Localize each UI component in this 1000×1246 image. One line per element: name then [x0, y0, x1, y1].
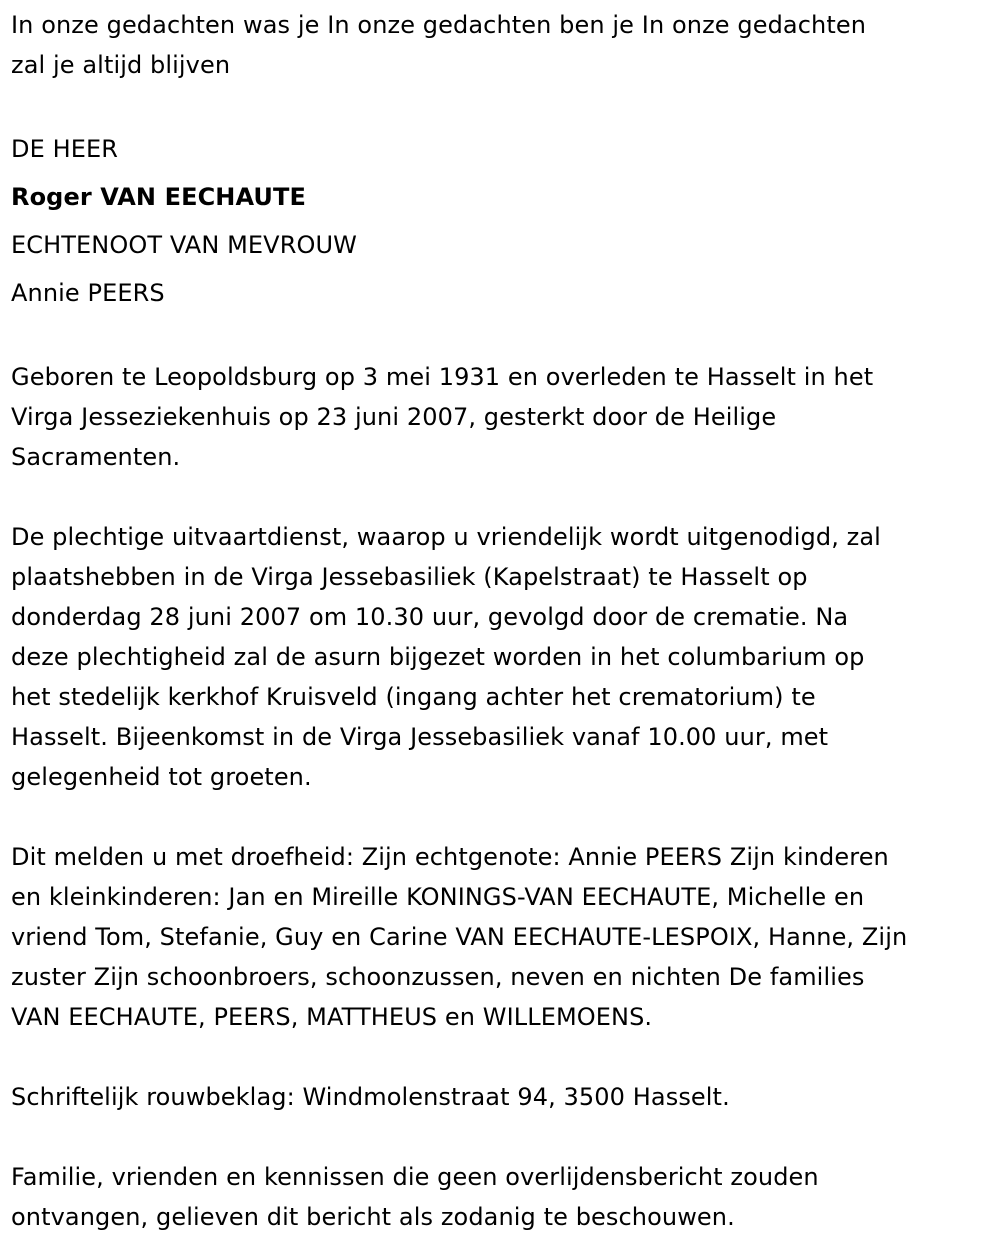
spouse-name: Annie PEERS: [11, 279, 165, 307]
paragraph-line: en kleinkinderen: Jan en Mireille KONINGS-VAN EECHAUTE, Michelle en: [11, 883, 865, 911]
paragraph-line: zuster Zijn schoonbroers, schoonzussen, neven en nichten De families: [11, 963, 865, 991]
paragraph-gap: [11, 1037, 991, 1077]
paragraph-line: Virga Jesseziekenhuis op 23 juni 2007, gesterkt door de Heilige: [11, 403, 777, 431]
paragraph-line: VAN EECHAUTE, PEERS, MATTHEUS en WILLEMOENS.: [11, 1003, 653, 1031]
paragraph-line: Sacramenten.: [11, 443, 181, 471]
paragraph-line: deze plechtigheid zal de asurn bijgezet worden in het columbarium op: [11, 643, 865, 671]
paragraph-line: het stedelijk kerkhof Kruisveld (ingang achter het crematorium) te: [11, 683, 816, 711]
intro-line: zal je altijd blijven: [11, 51, 231, 79]
announcement-paragraph: [11, 837, 991, 1037]
closing-paragraph: [11, 1157, 991, 1237]
paragraph-line: gelegenheid tot groeten.: [11, 763, 312, 791]
paragraph-gap: [11, 477, 991, 517]
header-block: [11, 125, 991, 317]
paragraph-line: donderdag 28 juni 2007 om 10.30 uur, gevolgd door de crematie. Na: [11, 603, 849, 631]
honorific-title: DE HEER: [11, 135, 119, 163]
paragraph-gap: [11, 317, 991, 357]
intro-line: In onze gedachten was je In onze gedachten ben je In onze gedachten: [11, 11, 867, 39]
intro-paragraph: [11, 5, 991, 85]
paragraph-line: Dit melden u met droefheid: Zijn echtgenote: Annie PEERS Zijn kinderen: [11, 843, 889, 871]
paragraph-line: Familie, vrienden en kennissen die geen overlijdensbericht zouden: [11, 1163, 819, 1191]
paragraph-line: De plechtige uitvaartdienst, waarop u vriendelijk wordt uitgenodigd, zal: [11, 523, 881, 551]
paragraph-line: plaatshebben in de Virga Jessebasiliek (Kapelstraat) te Hasselt op: [11, 563, 808, 591]
paragraph-gap: [11, 797, 991, 837]
birth-death-paragraph: [11, 357, 991, 477]
paragraph-line: Geboren te Leopoldsburg op 3 mei 1931 en overleden te Hasselt in het: [11, 363, 874, 391]
funeral-paragraph: [11, 517, 991, 797]
condolences-paragraph: [11, 1077, 991, 1117]
condolence-address: Schriftelijk rouwbeklag: Windmolenstraat 94, 3500 Hasselt.: [11, 1083, 730, 1111]
paragraph-gap: [11, 85, 991, 125]
deceased-name: Roger VAN EECHAUTE: [11, 183, 306, 211]
paragraph-gap: [11, 1117, 991, 1157]
relation-label: ECHTENOOT VAN MEVROUW: [11, 231, 357, 259]
paragraph-line: ontvangen, gelieven dit bericht als zodanig te beschouwen.: [11, 1203, 735, 1231]
paragraph-line: vriend Tom, Stefanie, Guy en Carine VAN EECHAUTE-LESPOIX, Hanne, Zijn: [11, 923, 908, 951]
paragraph-line: Hasselt. Bijeenkomst in de Virga Jessebasiliek vanaf 10.00 uur, met: [11, 723, 829, 751]
